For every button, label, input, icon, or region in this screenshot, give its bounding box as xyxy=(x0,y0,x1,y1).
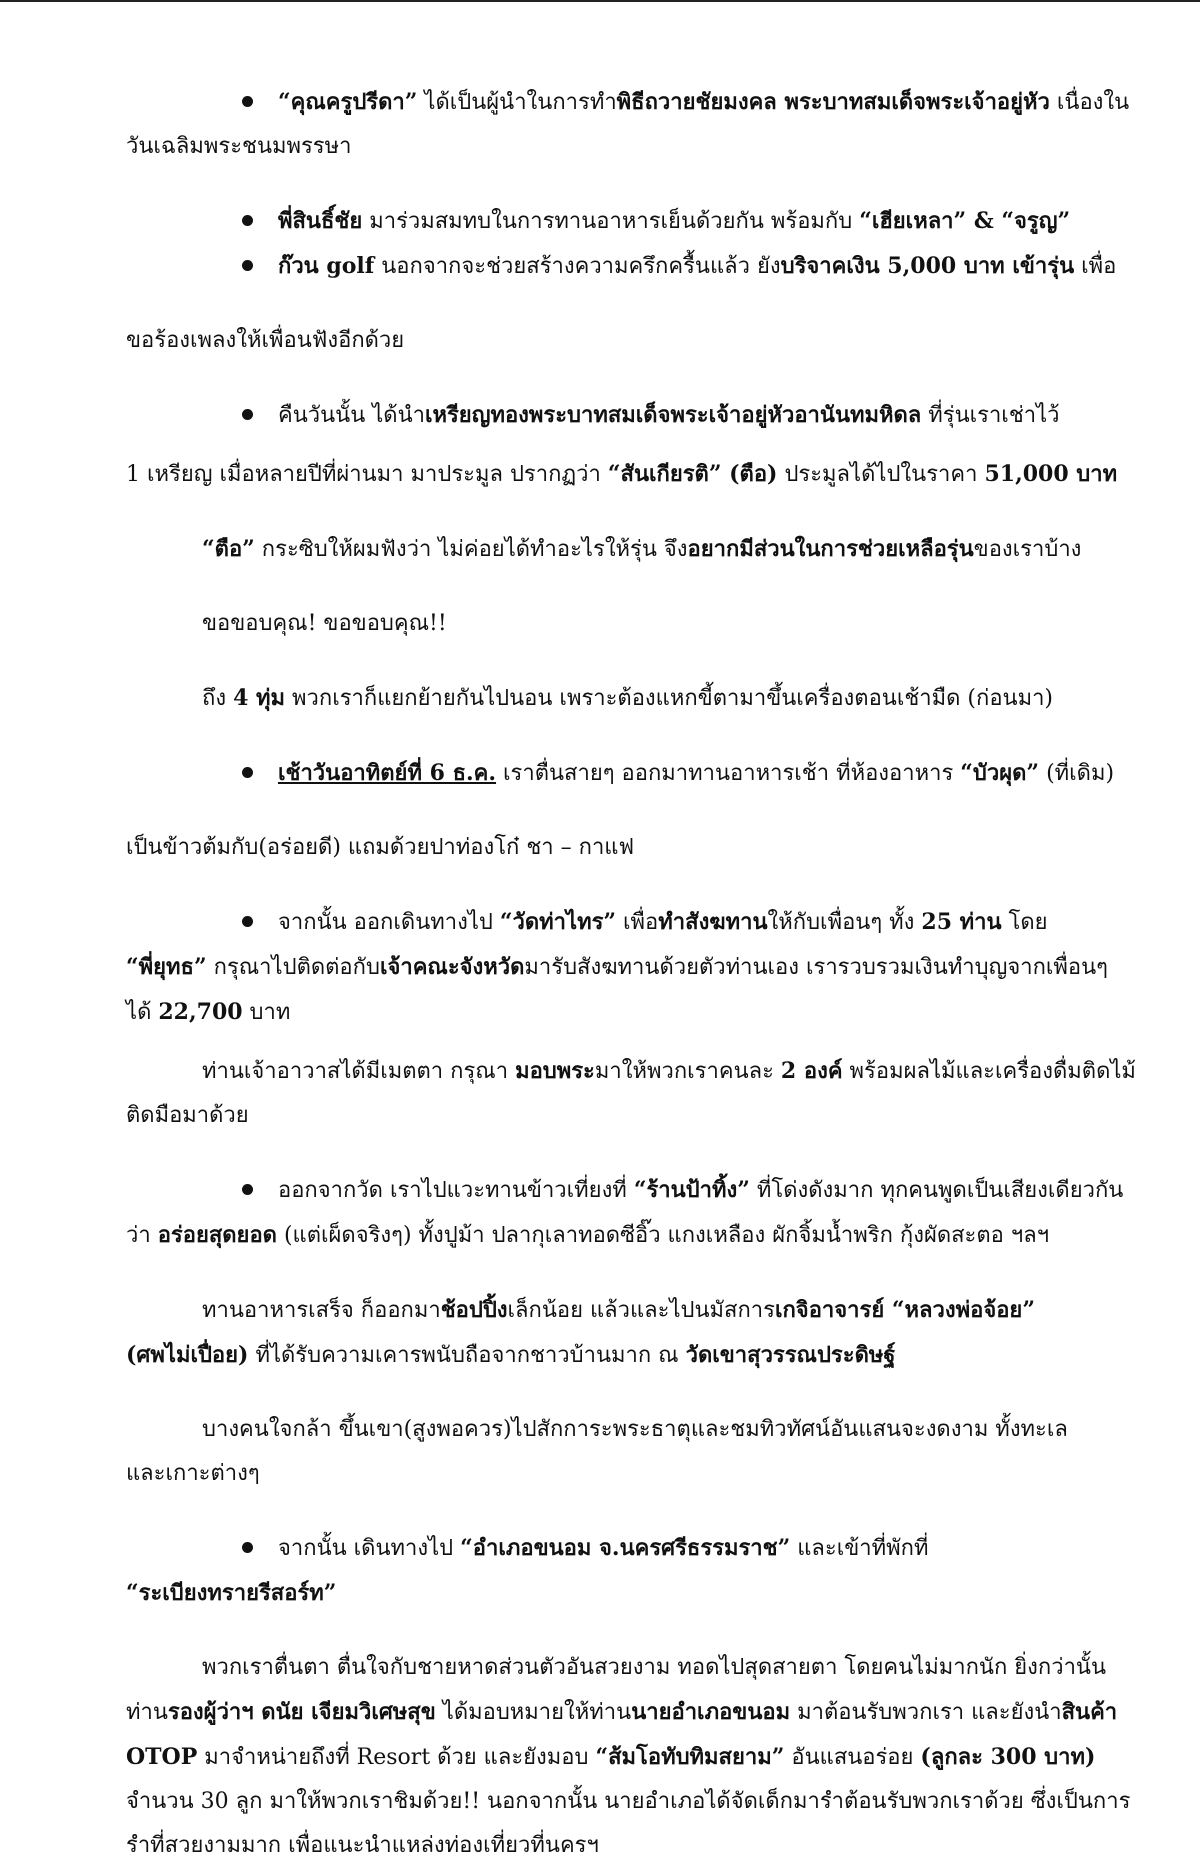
paragraph-ceremony: “คุณครูปรีดา” ได้เป็นผู้นำในการทำพิธีถวายชัยมงคล พระบาทสมเด็จพระเจ้าอยู่หัว เนื่องใน xyxy=(126,80,1166,125)
paragraph-resort-line4: จำนวน 30 ลูก มาให้พวกเราชิมด้วย!! นอกจากนั้น นายอำเภอได้จัดเด็กมารำต้อนรับพวกเราด้วย ซึ่งเป็นการ xyxy=(126,1789,1131,1814)
paragraph-coin-auction-cont: 1 เหรียญ เมื่อหลายปีที่ผ่านมา มาประมูล ปรากฏว่า “สันเกียรติ” (ตือ) ประมูลได้ไปในราคา 51,000 บาท xyxy=(126,461,1118,487)
paragraph-golf-cont: ขอร้องเพลงให้เพื่อนฟังอีกด้วย xyxy=(126,328,405,353)
paragraph-sunday-breakfast-cont: เป็นข้าวต้มกับ(อร่อยดี) แถมด้วยปาท่องโก๋ ชา – กาแฟ xyxy=(126,835,635,860)
paragraph-dinner: พี่สินธิ์ชัย มาร่วมสมทบในการทานอาหารเย็นด้วยกัน พร้อมกับ “เฮียเหลา” & “จรูญ” xyxy=(126,199,1166,244)
bullet-icon xyxy=(242,96,253,107)
bullet-icon xyxy=(242,916,253,927)
bullet-icon xyxy=(242,1542,253,1553)
paragraph-lunch: ออกจากวัด เราไปแวะทานข้าวเที่ยงที่ “ร้านป้าทิ้ง” ที่โด่งดังมาก ทุกคนพูดเป็นเสียงเดียวกัน xyxy=(126,1168,1166,1213)
bullet-icon xyxy=(242,767,253,778)
bullet-icon xyxy=(242,1184,253,1195)
paragraph-lunch-cont: ว่า อร่อยสุดยอด (แต่เผ็ดจริงๆ) ทั้งปูม้า ปลากุเลาทอดซีอิ๊ว แกงเหลือง ผักจิ้มน้ำพริก กุ้งผัดสะตอ ฯลฯ xyxy=(126,1222,1050,1248)
paragraph-khanom-cont: “ระเบียงทรายรีสอร์ท” xyxy=(126,1580,337,1606)
paragraph-abbot-cont: ติดมือมาด้วย xyxy=(126,1103,249,1128)
paragraph-sunday-breakfast: เช้าวันอาทิตย์ที่ 6 ธ.ค. เราตื่นสายๆ ออกมาทานอาหารเช้า ที่ห้องอาหาร “บัวผุด” (ที่เดิม) xyxy=(126,751,1166,796)
ceremony-title: พิธีถวายชัยมงคล พระบาทสมเด็จพระเจ้าอยู่หัว xyxy=(616,89,1050,115)
paragraph-tue-whisper: “ตือ” กระซิบให้ผมฟังว่า ไม่ค่อยได้ทำอะไรให้รุ่น จึงอยากมีส่วนในการช่วยเหลือรุ่นของเราบ้าง xyxy=(202,536,1082,562)
paragraph-ceremony-cont: วันเฉลิมพระชนมพรรษา xyxy=(126,134,352,159)
paragraph-shopping-cont: (ศพไม่เปื่อย) ที่ได้รับความเคารพนับถือจากชาวบ้านมาก ณ วัดเขาสุวรรณประดิษฐ์ xyxy=(126,1342,896,1368)
scan-border xyxy=(0,0,1200,6)
paragraph-khanom: จากนั้น เดินทางไป “อำเภอขนอม จ.นครศรีธรรมราช” และเข้าที่พักที่ xyxy=(126,1526,1166,1571)
paragraph-golf: ก๊วน golf นอกจากจะช่วยสร้างความครึกครื้นแล้ว ยังบริจาคเงิน 5,000 บาท เข้ารุ่น เพื่อ xyxy=(126,244,1166,289)
paragraph-shopping: ทานอาหารเสร็จ ก็ออกมาช้อปปิ้งเล็กน้อย แล้วและไปนมัสการเกจิอาจารย์ “หลวงพ่อจ้อย” xyxy=(202,1297,1035,1323)
paragraph-hill-cont: และเกาะต่างๆ xyxy=(126,1461,260,1486)
paragraph-bedtime: ถึง 4 ทุ่ม พวกเราก็แยกย้ายกันไปนอน เพราะต้องแหกขี้ตามาขึ้นเครื่องตอนเช้ามืด (ก่อนมา) xyxy=(202,685,1054,711)
bullet-icon xyxy=(242,215,253,226)
paragraph-abbot: ท่านเจ้าอาวาสได้มีเมตตา กรุณา มอบพระมาให้พวกเราคนละ 2 องค์ พร้อมผลไม้และเครื่องดื่มติดไม้ xyxy=(202,1058,1136,1084)
paragraph-resort-line5: รำที่สวยงามมาก เพื่อแนะนำแหล่งท่องเที่ยวที่นครฯ xyxy=(126,1833,599,1858)
bullet-icon xyxy=(242,260,253,271)
name-kru-preeda: “คุณครูปรีดา” xyxy=(278,89,418,115)
paragraph-temple-offering-cont: “พี่ยุทธ” กรุณาไปติดต่อกับเจ้าคณะจังหวัดมารับสังฆทานด้วยตัวท่านเอง เรารวบรวมเงินทำบุญจากเพื่อนๆ xyxy=(126,954,1109,980)
paragraph-resort-line2: ท่านรองผู้ว่าฯ ดนัย เจียมวิเศษสุข ได้มอบหมายให้ท่านนายอำเภอขนอม มาต้อนรับพวกเรา และยังนำสินค้า xyxy=(126,1699,1118,1725)
paragraph-temple-offering: จากนั้น ออกเดินทางไป “วัดท่าไทร” เพื่อทำสังฆทานให้กับเพื่อนๆ ทั้ง 25 ท่าน โดย xyxy=(126,900,1166,945)
paragraph-thanks: ขอขอบคุณ! ขอขอบคุณ!! xyxy=(202,611,447,636)
bullet-icon xyxy=(242,409,253,420)
paragraph-temple-offering-end: ได้ 22,700 บาท xyxy=(126,999,291,1025)
paragraph-hill: บางคนใจกล้า ขึ้นเขา(สูงพอควร)ไปสักการะพระธาตุและชมทิวทัศน์อันแสนจะงดงาม ทั้งทะเล xyxy=(202,1417,1068,1442)
paragraph-resort-line3: OTOP มาจำหน่ายถึงที่ Resort ด้วย และยังมอบ “ส้มโอทับทิมสยาม” อันแสนอร่อย (ลูกละ 300 บาท) xyxy=(126,1744,1096,1770)
paragraph-coin-auction: คืนวันนั้น ได้นำเหรียญทองพระบาทสมเด็จพระเจ้าอยู่หัวอานันทมหิดล ที่รุ่นเราเช่าไว้ xyxy=(126,393,1166,438)
document-page xyxy=(126,80,1166,1868)
paragraph-resort: พวกเราตื่นตา ตื่นใจกับชายหาดส่วนตัวอันสวยงาม ทอดไปสุดสายตา โดยคนไม่มากนัก ยิ่งกว่านั้น xyxy=(202,1655,1106,1680)
